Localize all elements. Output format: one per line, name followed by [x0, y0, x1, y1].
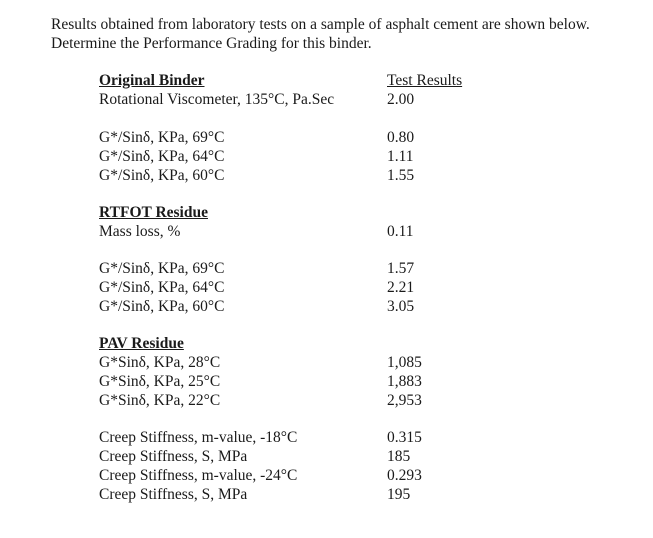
pav-g-sin-28-value: 1,085 [387, 354, 422, 371]
original-g-sin-69-value: 0.80 [387, 129, 415, 146]
original-g-sin-64-value: 1.11 [387, 148, 414, 165]
original-g-sin-60-label: G*/Sinδ, KPa, 60°C [99, 167, 225, 184]
mass-loss-value: 0.11 [387, 223, 414, 240]
creep-m-value-minus24-label: Creep Stiffness, m-value, -24°C [99, 467, 298, 484]
creep-stiffness-s-minus24-label: Creep Stiffness, S, MPa [99, 486, 248, 503]
pav-g-sin-22-value: 2,953 [387, 392, 422, 409]
pav-residue-heading: PAV Residue [99, 335, 184, 352]
rtfot-g-sin-69-label: G*/Sinδ, KPa, 69°C [99, 260, 225, 277]
test-results-heading: Test Results [387, 72, 463, 89]
rtfot-g-sin-64-value: 2.21 [387, 279, 415, 296]
rtfot-g-sin-60-value: 3.05 [387, 298, 415, 315]
rotational-viscometer-label: Rotational Viscometer, 135°C, Pa.Sec [99, 91, 335, 108]
rtfot-g-sin-64-label: G*/Sinδ, KPa, 64°C [99, 279, 225, 296]
problem-statement [51, 15, 641, 53]
creep-m-value-minus18-value: 0.315 [387, 429, 422, 446]
creep-m-value-minus24-value: 0.293 [387, 467, 422, 484]
rtfot-g-sin-60-label: G*/Sinδ, KPa, 60°C [99, 298, 225, 315]
pav-g-sin-22-label: G*Sinδ, KPa, 22°C [99, 392, 221, 409]
original-g-sin-69-label: G*/Sinδ, KPa, 69°C [99, 129, 225, 146]
pav-g-sin-25-value: 1,883 [387, 373, 422, 390]
intro-line-2: Determine the Performance Grading for this binder. [51, 35, 372, 52]
intro-line-1: Results obtained from laboratory tests on a sample of asphalt cement are shown below. [51, 16, 590, 33]
original-g-sin-64-label: G*/Sinδ, KPa, 64°C [99, 148, 225, 165]
creep-stiffness-s-minus18-label: Creep Stiffness, S, MPa [99, 448, 248, 465]
rtfot-g-sin-69-value: 1.57 [387, 260, 415, 277]
mass-loss-label: Mass loss, % [99, 223, 181, 240]
original-g-sin-60-value: 1.55 [387, 167, 415, 184]
creep-stiffness-s-minus24-value: 195 [387, 486, 411, 503]
original-binder-heading: Original Binder [99, 72, 205, 89]
pav-g-sin-25-label: G*Sinδ, KPa, 25°C [99, 373, 221, 390]
rotational-viscometer-value: 2.00 [387, 91, 415, 108]
creep-stiffness-s-minus18-value: 185 [387, 448, 411, 465]
rtfot-residue-heading: RTFOT Residue [99, 204, 208, 221]
pav-g-sin-28-label: G*Sinδ, KPa, 28°C [99, 354, 221, 371]
creep-m-value-minus18-label: Creep Stiffness, m-value, -18°C [99, 429, 298, 446]
